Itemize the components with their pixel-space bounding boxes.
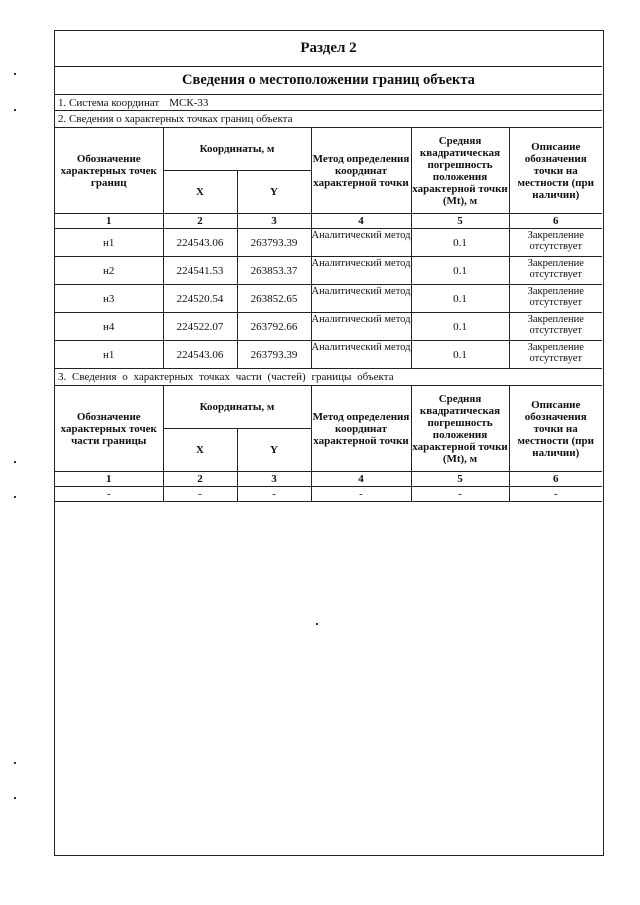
point-x: 224543.06	[163, 341, 237, 369]
point-method: Аналитический метод	[311, 229, 411, 257]
point-description: Закрепление отсутствует	[509, 229, 602, 257]
scan-speck	[14, 762, 16, 764]
coord-system-label: 1. Система координат	[58, 97, 160, 109]
point-description: Закрепление отсутствует	[509, 341, 602, 369]
table-row	[55, 487, 602, 502]
point-name: -	[55, 487, 163, 502]
point-x: -	[163, 487, 237, 502]
point-method: -	[311, 487, 411, 502]
point-x: 224543.06	[163, 229, 237, 257]
header-error: Средняя квадратическая погрешность положения характерной точки (Mt), м	[411, 128, 509, 214]
scan-speck	[14, 461, 16, 463]
points-heading: 2. Сведения о характерных точках границ объекта	[58, 113, 293, 125]
column-number: 5	[411, 472, 509, 487]
point-error: 0.1	[411, 257, 509, 285]
point-error: 0.1	[411, 229, 509, 257]
header-coordinates: Координаты, м	[163, 386, 311, 429]
column-number: 6	[509, 472, 602, 487]
table-row	[55, 285, 602, 313]
column-number: 3	[237, 214, 311, 229]
point-method: Аналитический метод	[311, 285, 411, 313]
point-y: 263852.65	[237, 285, 311, 313]
header-coordinates: Координаты, м	[163, 128, 311, 171]
header-description: Описание обозначения точки на местности (при наличии)	[509, 386, 602, 472]
point-method: Аналитический метод	[311, 341, 411, 369]
column-number: 6	[509, 214, 602, 229]
point-name: н4	[55, 313, 163, 341]
object-title: Сведения о местоположении границ объекта	[55, 67, 602, 95]
scan-speck	[14, 109, 16, 111]
point-description: Закрепление отсутствует	[509, 285, 602, 313]
header-method: Метод определения координат характерной точки	[311, 128, 411, 214]
header-designation: Обозначение характерных точек части границы	[55, 386, 163, 472]
point-y: -	[237, 487, 311, 502]
header-error: Средняя квадратическая погрешность положения характерной точки (Mt), м	[411, 386, 509, 472]
point-y: 263792.66	[237, 313, 311, 341]
point-description: Закрепление отсутствует	[509, 313, 602, 341]
column-number: 5	[411, 214, 509, 229]
point-name: н3	[55, 285, 163, 313]
table-row	[55, 257, 602, 285]
part-points-heading: 3. Сведения о характерных точках части (частей) границы объекта	[58, 371, 394, 383]
point-description: -	[509, 487, 602, 502]
column-number: 4	[311, 472, 411, 487]
point-description: Закрепление отсутствует	[509, 257, 602, 285]
section-title: Раздел 2	[55, 31, 602, 67]
point-method: Аналитический метод	[311, 313, 411, 341]
point-method: Аналитический метод	[311, 257, 411, 285]
coord-system-value: МСК-33	[169, 97, 209, 109]
header-y: Y	[237, 429, 311, 472]
coord-system-line	[55, 95, 602, 111]
point-x: 224522.07	[163, 313, 237, 341]
part-points-table	[55, 385, 602, 502]
header-x: X	[163, 429, 237, 472]
scan-speck	[14, 73, 16, 75]
point-error: 0.1	[411, 313, 509, 341]
table-row	[55, 313, 602, 341]
point-error: 0.1	[411, 341, 509, 369]
header-description: Описание обозначения точки на местности (при наличии)	[509, 128, 602, 214]
column-number: 4	[311, 214, 411, 229]
points-table	[55, 127, 602, 369]
document-frame	[54, 30, 604, 856]
point-x: 224520.54	[163, 285, 237, 313]
point-error: -	[411, 487, 509, 502]
table-row	[55, 229, 602, 257]
scan-speck	[14, 797, 16, 799]
point-name: н1	[55, 229, 163, 257]
column-number: 2	[163, 472, 237, 487]
point-name: н1	[55, 341, 163, 369]
point-name: н2	[55, 257, 163, 285]
header-x: X	[163, 171, 237, 214]
point-x: 224541.53	[163, 257, 237, 285]
point-error: 0.1	[411, 285, 509, 313]
header-y: Y	[237, 171, 311, 214]
point-y: 263793.39	[237, 341, 311, 369]
column-number: 2	[163, 214, 237, 229]
point-y: 263853.37	[237, 257, 311, 285]
column-number: 1	[55, 472, 163, 487]
column-number: 1	[55, 214, 163, 229]
scan-speck	[14, 496, 16, 498]
table-row	[55, 341, 602, 369]
point-y: 263793.39	[237, 229, 311, 257]
header-method: Метод определения координат характерной точки	[311, 386, 411, 472]
column-number: 3	[237, 472, 311, 487]
header-designation: Обозначение характерных точек границ	[55, 128, 163, 214]
